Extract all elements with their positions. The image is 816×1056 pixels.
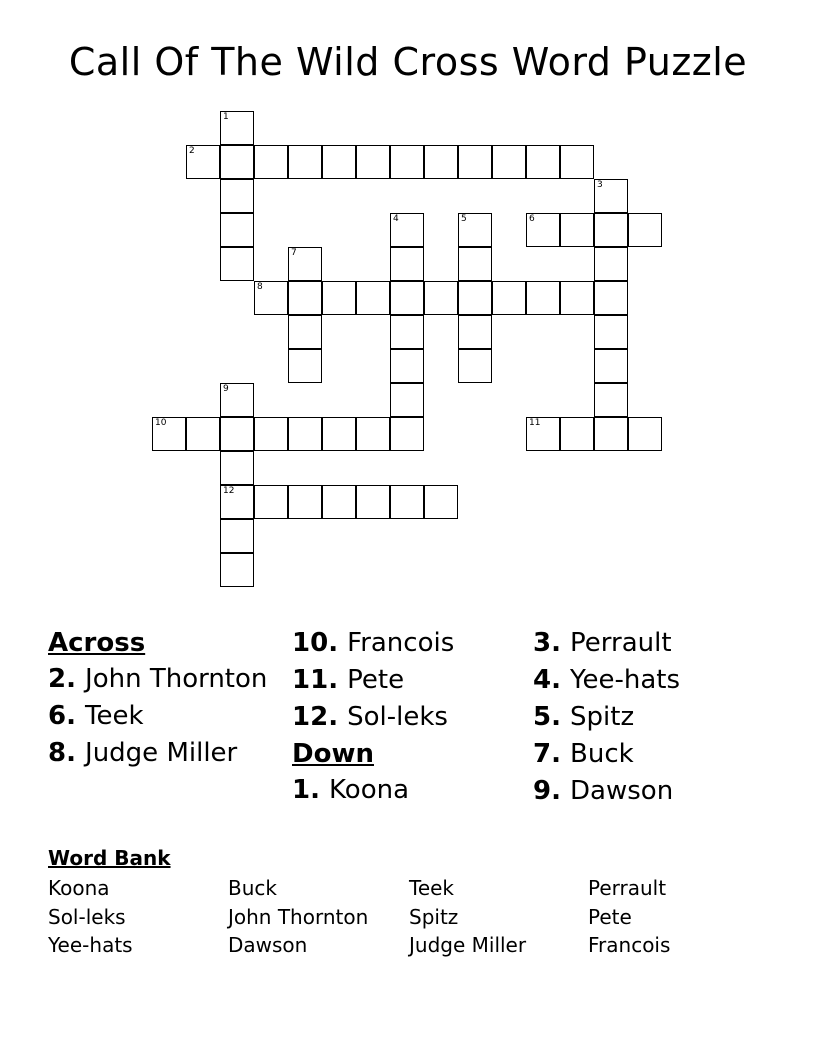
grid-cell	[628, 417, 662, 451]
clue-across-8: 8. Judge Miller	[48, 738, 238, 768]
grid-cell	[288, 485, 322, 519]
grid-cell	[186, 417, 220, 451]
grid-cell	[628, 213, 662, 247]
clue-down-9: 9. Dawson	[533, 776, 674, 806]
word-bank-item: John Thornton	[228, 904, 369, 929]
grid-cell	[288, 315, 322, 349]
grid-cell	[220, 111, 254, 145]
word-bank-item: Sol-leks	[48, 904, 126, 929]
word-bank-column-2	[228, 874, 368, 960]
grid-cell	[424, 145, 458, 179]
clue-down-7: 7. Buck	[533, 739, 634, 769]
cell-number: 3	[597, 180, 603, 190]
clue-across-12: 12. Sol-leks	[292, 702, 448, 732]
clue-across-10: 10. Francois	[292, 628, 455, 658]
grid-cell	[526, 281, 560, 315]
grid-cell	[356, 281, 390, 315]
grid-cell	[288, 247, 322, 281]
grid-cell	[390, 247, 424, 281]
grid-cell	[220, 519, 254, 553]
cell-number: 12	[223, 486, 235, 496]
across-heading: Across	[48, 628, 146, 658]
word-bank-item: Buck	[228, 876, 277, 900]
grid-cell	[492, 281, 526, 315]
grid-cell	[594, 213, 628, 247]
word-bank-item: Pete	[588, 904, 632, 929]
grid-cell	[322, 417, 356, 451]
grid-cell	[458, 145, 492, 179]
cell-number: 6	[529, 214, 535, 224]
clue-down-5: 5. Spitz	[533, 702, 635, 732]
grid-cell	[390, 417, 424, 451]
grid-cell	[390, 213, 424, 247]
grid-cell	[390, 383, 424, 417]
cell-number: 10	[155, 418, 167, 428]
clue-across-6: 6. Teek	[48, 701, 144, 731]
grid-cell	[288, 417, 322, 451]
grid-cell	[254, 281, 288, 315]
cell-number: 2	[189, 146, 195, 156]
grid-cell	[220, 485, 254, 519]
grid-cell	[492, 145, 526, 179]
grid-cell	[220, 213, 254, 247]
clues-column-3	[533, 628, 773, 813]
word-bank-column-4	[588, 874, 670, 960]
word-bank-item: Francois	[588, 933, 671, 957]
grid-cell	[560, 213, 594, 247]
grid-cell	[152, 417, 186, 451]
grid-cell	[560, 145, 594, 179]
grid-cell	[322, 281, 356, 315]
cell-number: 11	[529, 418, 541, 428]
clue-down-4: 4. Yee-hats	[533, 665, 680, 695]
cell-number: 1	[223, 112, 229, 122]
grid-cell	[220, 179, 254, 213]
grid-cell	[220, 145, 254, 179]
grid-cell	[526, 213, 560, 247]
grid-cell	[390, 315, 424, 349]
clue-down-1: 1. Koona	[292, 775, 410, 805]
grid-cell	[526, 145, 560, 179]
grid-cell	[594, 281, 628, 315]
grid-cell	[322, 145, 356, 179]
clue-across-2: 2. John Thornton	[48, 664, 268, 694]
grid-cell	[594, 383, 628, 417]
grid-cell	[594, 179, 628, 213]
word-bank-item: Judge Miller	[409, 933, 527, 957]
word-bank-item: Spitz	[409, 904, 459, 929]
grid-cell	[390, 485, 424, 519]
grid-cell	[220, 451, 254, 485]
grid-cell	[458, 281, 492, 315]
grid-cell	[458, 247, 492, 281]
cell-number: 7	[291, 248, 297, 258]
grid-cell	[594, 247, 628, 281]
grid-cell	[356, 417, 390, 451]
grid-cell	[390, 281, 424, 315]
grid-cell	[458, 315, 492, 349]
down-heading: Down	[292, 739, 374, 769]
grid-cell	[356, 145, 390, 179]
grid-cell	[220, 417, 254, 451]
grid-cell	[560, 417, 594, 451]
cell-number: 5	[461, 214, 467, 224]
word-bank-item: Koona	[48, 876, 110, 900]
clue-down-3: 3. Perrault	[533, 628, 672, 658]
grid-cell	[220, 383, 254, 417]
grid-cell	[560, 281, 594, 315]
grid-cell	[594, 315, 628, 349]
page-title: Call Of The Wild Cross Word Puzzle	[68, 40, 748, 84]
word-bank-column-1	[48, 874, 133, 960]
cell-number: 9	[223, 384, 229, 394]
grid-cell	[526, 417, 560, 451]
word-bank-column-3	[409, 874, 526, 960]
word-bank-item: Yee-hats	[48, 933, 133, 957]
grid-cell	[288, 281, 322, 315]
word-bank-title: Word Bank	[48, 846, 171, 870]
clue-across-11: 11. Pete	[292, 665, 405, 695]
grid-cell	[390, 349, 424, 383]
grid-cell	[220, 247, 254, 281]
grid-cell	[220, 553, 254, 587]
grid-cell	[594, 349, 628, 383]
grid-cell	[288, 145, 322, 179]
grid-cell	[594, 417, 628, 451]
word-bank-item: Perrault	[588, 876, 667, 900]
grid-cell	[390, 145, 424, 179]
word-bank-item: Teek	[409, 876, 455, 900]
grid-cell	[322, 485, 356, 519]
grid-cell	[356, 485, 390, 519]
grid-cell	[288, 349, 322, 383]
clues-column-2	[292, 628, 522, 812]
clues-column-1	[48, 628, 268, 775]
grid-cell	[424, 485, 458, 519]
word-bank-item: Dawson	[228, 933, 308, 957]
grid-cell	[424, 281, 458, 315]
cell-number: 8	[257, 282, 263, 292]
grid-cell	[186, 145, 220, 179]
cell-number: 4	[393, 214, 399, 224]
grid-cell	[458, 213, 492, 247]
grid-cell	[458, 349, 492, 383]
grid-cell	[254, 485, 288, 519]
grid-cell	[254, 417, 288, 451]
grid-cell	[254, 145, 288, 179]
